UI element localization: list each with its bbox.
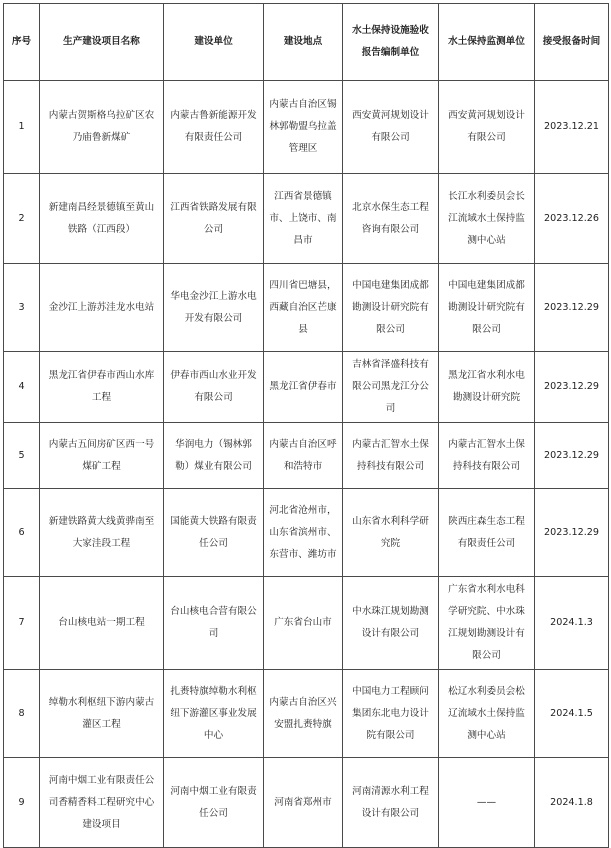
cell-builder: 江西省铁路发展有限公司 [164, 174, 264, 264]
cell-project: 内蒙古贺斯格乌拉矿区农乃庙鲁新煤矿 [40, 81, 164, 174]
cell-report-org: 中国电力工程顾问集团东北电力设计院有限公司 [343, 670, 439, 758]
cell-monitor-org: 黑龙江省水利水电勘测设计研究院 [439, 352, 535, 423]
cell-monitor-org: 西安黄河规划设计有限公司 [439, 81, 535, 174]
cell-report-org: 河南清源水利工程设计有限公司 [343, 758, 439, 848]
cell-builder: 华电金沙江上游水电开发有限公司 [164, 264, 264, 352]
cell-builder: 伊春市西山水业开发有限公司 [164, 352, 264, 423]
cell-monitor-org: 长江水利委员会长江流域水土保持监测中心站 [439, 174, 535, 264]
cell-builder: 内蒙古鲁新能源开发有限责任公司 [164, 81, 264, 174]
cell-report-org: 吉林省泽盛科技有限公司黑龙江分公司 [343, 352, 439, 423]
cell-seq: 3 [4, 264, 40, 352]
table-row [4, 577, 609, 670]
cell-builder: 国能黄大铁路有限责任公司 [164, 489, 264, 577]
header-report-org: 水土保持设施验收报告编制单位 [343, 4, 439, 81]
cell-report-org: 中水珠江规划勘测设计有限公司 [343, 577, 439, 670]
cell-location: 内蒙古自治区兴安盟扎赉特旗 [264, 670, 343, 758]
cell-seq: 1 [4, 81, 40, 174]
header-row [4, 4, 609, 81]
cell-project: 新建铁路黄大线黄骅南至大家洼段工程 [40, 489, 164, 577]
table-row [4, 352, 609, 423]
cell-monitor-org: 中国电建集团成都勘测设计研究院有限公司 [439, 264, 535, 352]
cell-time: 2023.12.26 [535, 174, 609, 264]
cell-report-org: 西安黄河规划设计有限公司 [343, 81, 439, 174]
cell-monitor-org: 内蒙古汇智水土保持科技有限公司 [439, 423, 535, 489]
cell-project: 黑龙江省伊春市西山水库工程 [40, 352, 164, 423]
cell-project: 内蒙古五间房矿区西一号煤矿工程 [40, 423, 164, 489]
cell-seq: 2 [4, 174, 40, 264]
cell-seq: 8 [4, 670, 40, 758]
cell-location: 黑龙江省伊春市 [264, 352, 343, 423]
cell-time: 2024.1.8 [535, 758, 609, 848]
cell-project: 新建南昌经景德镇至黄山铁路（江西段） [40, 174, 164, 264]
cell-report-org: 中国电建集团成都勘测设计研究院有限公司 [343, 264, 439, 352]
cell-time: 2023.12.29 [535, 352, 609, 423]
header-time: 接受报备时间 [535, 4, 609, 81]
cell-location: 河南省郑州市 [264, 758, 343, 848]
cell-time: 2023.12.29 [535, 264, 609, 352]
cell-project: 金沙江上游苏洼龙水电站 [40, 264, 164, 352]
cell-report-org: 山东省水利科学研究院 [343, 489, 439, 577]
cell-time: 2024.1.5 [535, 670, 609, 758]
cell-location: 河北省沧州市，山东省滨州市、东营市、潍坊市 [264, 489, 343, 577]
cell-seq: 4 [4, 352, 40, 423]
table-row [4, 81, 609, 174]
cell-report-org: 内蒙古汇智水土保持科技有限公司 [343, 423, 439, 489]
cell-monitor-org: 广东省水利水电科学研究院、中水珠江规划勘测设计有限公司 [439, 577, 535, 670]
cell-monitor-org: 松辽水利委员会松辽流域水土保持监测中心站 [439, 670, 535, 758]
cell-time: 2023.12.29 [535, 489, 609, 577]
table-row [4, 670, 609, 758]
header-builder: 建设单位 [164, 4, 264, 81]
cell-builder: 河南中烟工业有限责任公司 [164, 758, 264, 848]
header-monitor-org: 水土保持监测单位 [439, 4, 535, 81]
cell-monitor-org: 陕西庄森生态工程有限责任公司 [439, 489, 535, 577]
cell-location: 内蒙古自治区锡林郭勒盟乌拉盖管理区 [264, 81, 343, 174]
cell-time: 2024.1.3 [535, 577, 609, 670]
cell-builder: 扎赉特旗绰勒水利枢纽下游灌区事业发展中心 [164, 670, 264, 758]
cell-location: 内蒙古自治区呼和浩特市 [264, 423, 343, 489]
cell-location: 广东省台山市 [264, 577, 343, 670]
table-row [4, 489, 609, 577]
header-project: 生产建设项目名称 [40, 4, 164, 81]
registration-table [3, 3, 609, 848]
table-row [4, 174, 609, 264]
cell-seq: 6 [4, 489, 40, 577]
cell-project: 台山核电站一期工程 [40, 577, 164, 670]
cell-seq: 7 [4, 577, 40, 670]
cell-report-org: 北京水保生态工程咨询有限公司 [343, 174, 439, 264]
table-row [4, 758, 609, 848]
cell-project: 河南中烟工业有限责任公司香精香料工程研究中心建设项目 [40, 758, 164, 848]
cell-seq: 5 [4, 423, 40, 489]
header-location: 建设地点 [264, 4, 343, 81]
cell-seq: 9 [4, 758, 40, 848]
cell-builder: 台山核电合营有限公司 [164, 577, 264, 670]
cell-builder: 华润电力（锡林郭勒）煤业有限公司 [164, 423, 264, 489]
table-row [4, 264, 609, 352]
table-row [4, 423, 609, 489]
cell-time: 2023.12.29 [535, 423, 609, 489]
cell-project: 绰勒水利枢纽下游内蒙古灌区工程 [40, 670, 164, 758]
cell-location: 四川省巴塘县，西藏自治区芒康县 [264, 264, 343, 352]
cell-monitor-org: —— [439, 758, 535, 848]
cell-location: 江西省景德镇市、上饶市、南昌市 [264, 174, 343, 264]
cell-time: 2023.12.21 [535, 81, 609, 174]
header-seq: 序号 [4, 4, 40, 81]
